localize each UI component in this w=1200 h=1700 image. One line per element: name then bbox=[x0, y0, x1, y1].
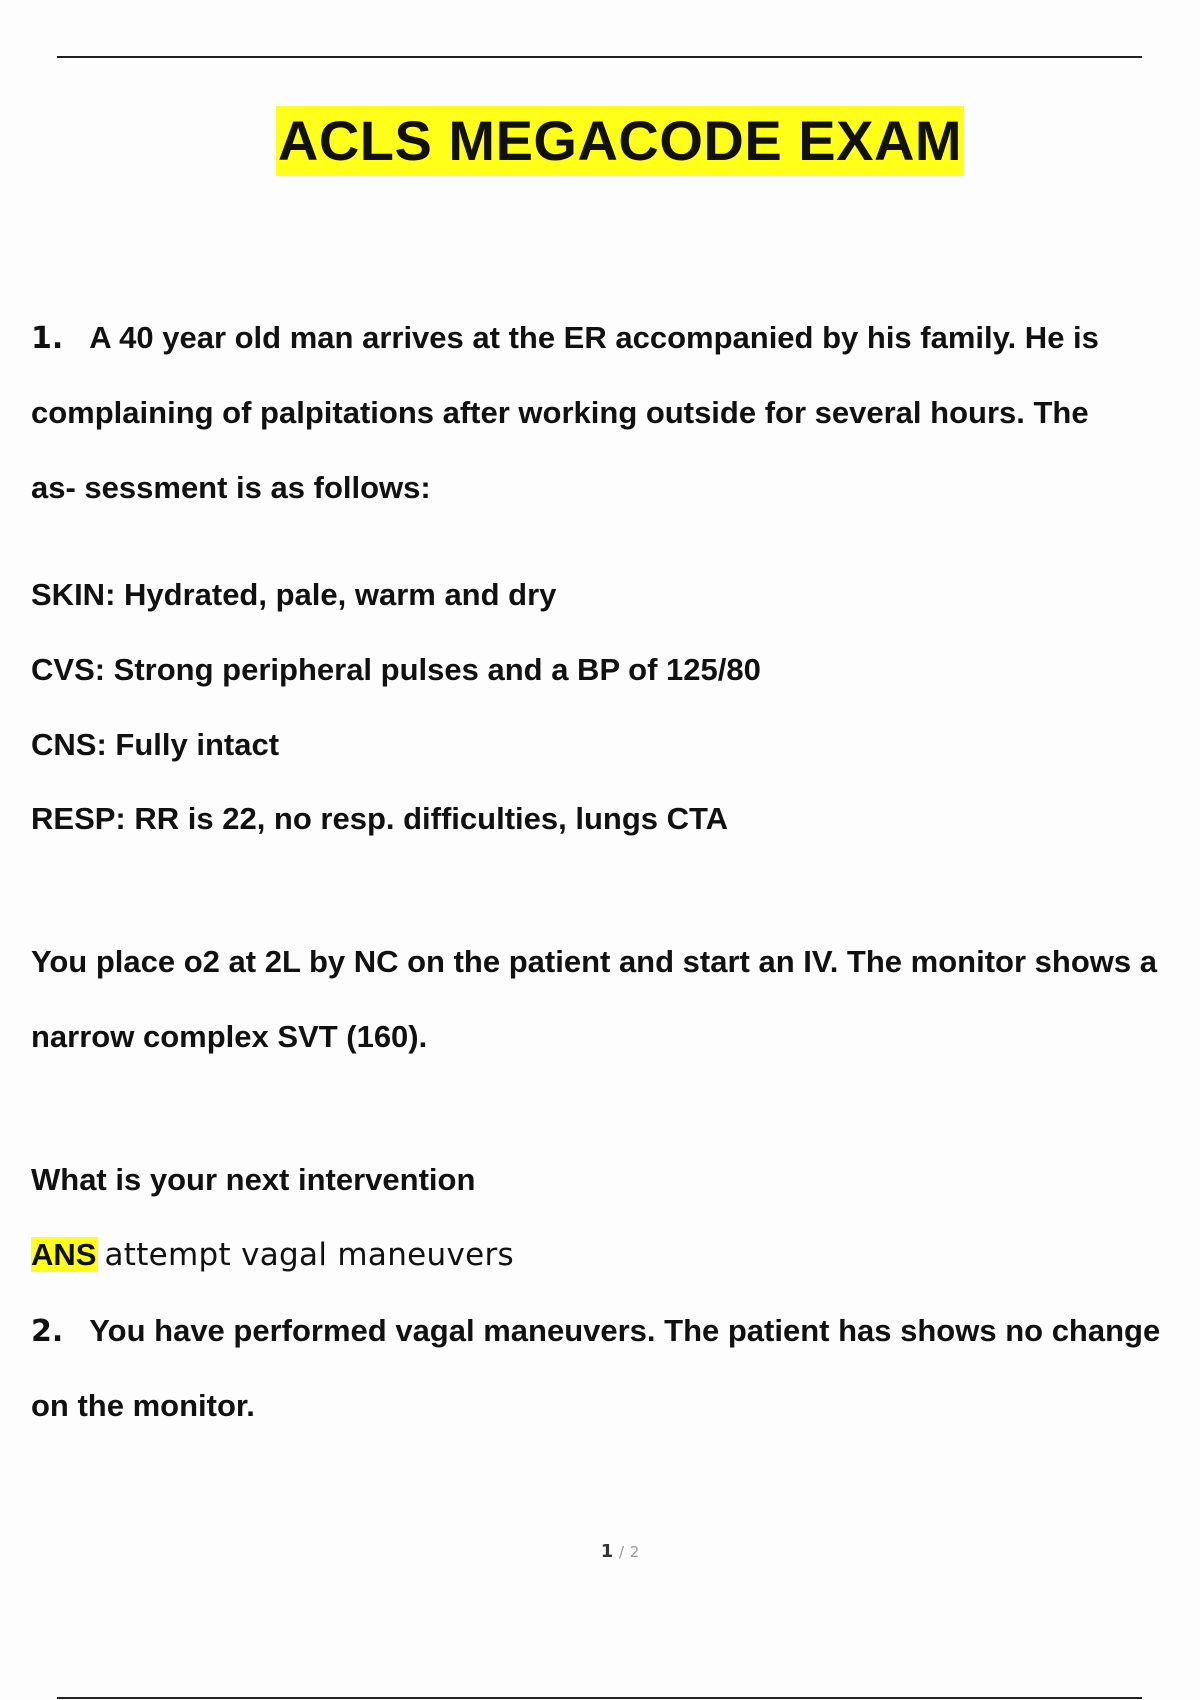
document-title: ACLS MEGACODE EXAM bbox=[276, 106, 964, 176]
assessment-cns: CNS: Fully intact bbox=[31, 727, 280, 762]
answer-text: attempt vagal maneuvers bbox=[104, 1237, 514, 1273]
question-2-line-2: on the monitor. bbox=[31, 1388, 255, 1423]
page-current: 1 bbox=[600, 1541, 614, 1562]
page-total: 2 bbox=[629, 1543, 640, 1561]
answer-label: ANS bbox=[31, 1237, 97, 1272]
bottom-divider bbox=[57, 1697, 1142, 1699]
question-1-prompt: What is your next intervention bbox=[31, 1162, 476, 1197]
assessment-skin: SKIN: Hydrated, pale, warm and dry bbox=[31, 577, 557, 612]
page-separator: / bbox=[618, 1543, 625, 1561]
scenario-line-1: You place o2 at 2L by NC on the patient and start an IV. The monitor shows a bbox=[31, 944, 1157, 979]
question-1-text-1: A 40 year old man arrives at the ER accompanied by his family. He is bbox=[89, 320, 1099, 355]
title-container bbox=[0, 106, 1200, 176]
question-1-number: 1. bbox=[31, 321, 64, 356]
assessment-cvs: CVS: Strong peripheral pulses and a BP of 125/80 bbox=[31, 652, 761, 687]
question-2-number: 2. bbox=[31, 1314, 64, 1349]
assessment-resp: RESP: RR is 22, no resp. difficulties, lungs CTA bbox=[31, 801, 729, 836]
page-indicator bbox=[0, 1541, 1200, 1562]
question-2-line-1 bbox=[31, 1311, 1160, 1352]
scenario-line-2: narrow complex SVT (160). bbox=[31, 1019, 428, 1054]
answer-line bbox=[31, 1235, 514, 1275]
question-1-line-1 bbox=[31, 318, 1099, 359]
top-divider bbox=[57, 56, 1142, 58]
question-2-text-1: You have performed vagal maneuvers. The patient has shows no change bbox=[89, 1313, 1161, 1348]
question-1-line-3: as- sessment is as follows: bbox=[31, 470, 431, 505]
question-1-line-2: complaining of palpitations after working outside for several hours. The bbox=[31, 395, 1089, 430]
